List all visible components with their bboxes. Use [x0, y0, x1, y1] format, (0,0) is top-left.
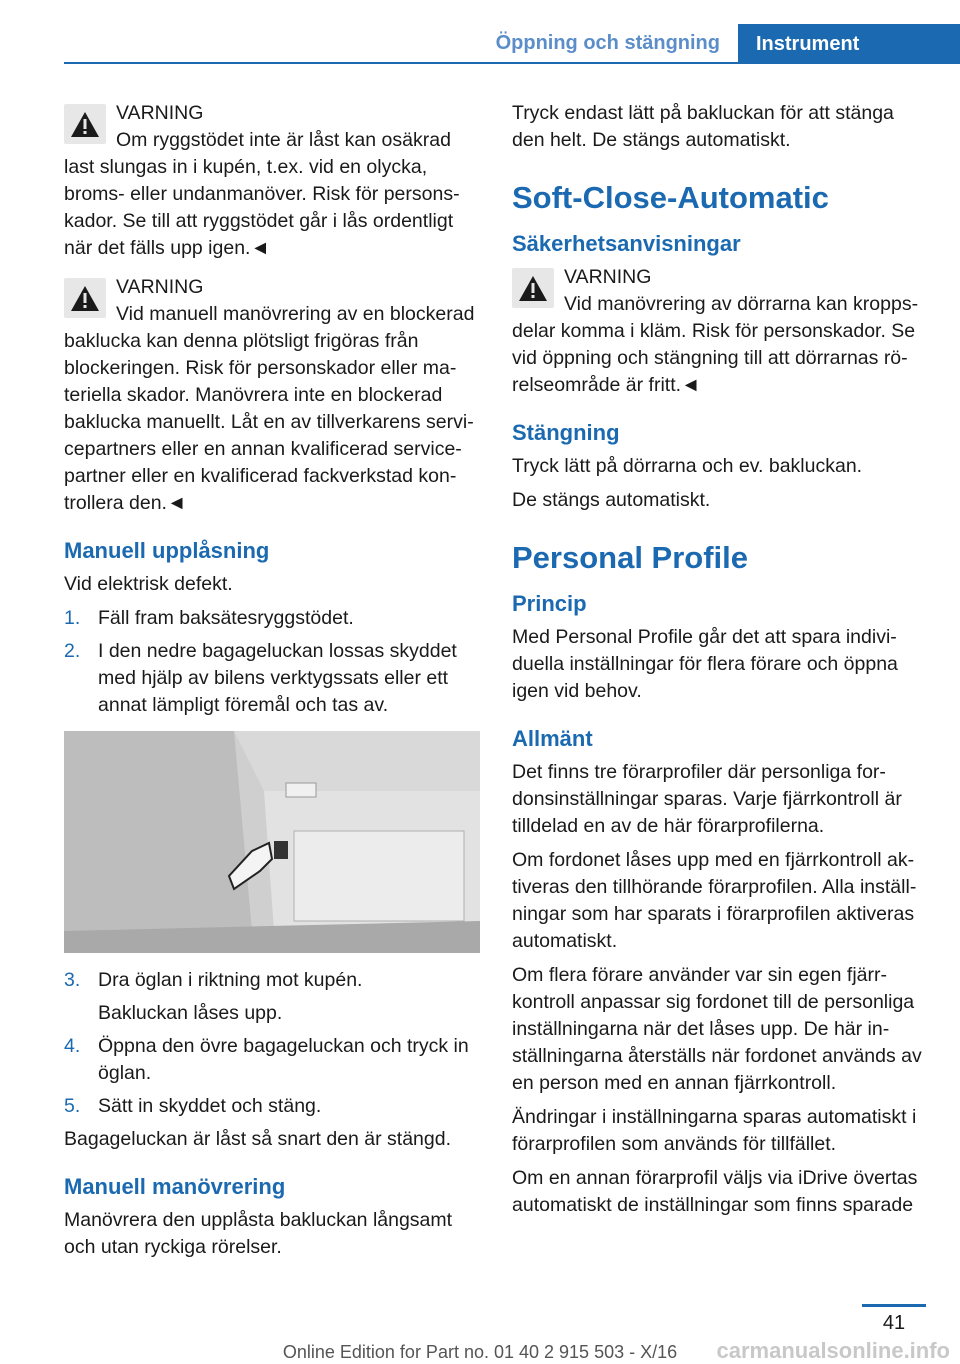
principle-text: Med Personal Profile går det att spara individuella inställningar för flera förare och öppna igen vid behov.: [512, 626, 898, 702]
manual-unlock-after: Bagageluckan är låst så snart den är stängd.: [64, 1128, 451, 1150]
page-number-rule: [862, 1304, 926, 1307]
list-item: [64, 1033, 480, 1087]
heading-manual-unlock: Manuell upplåsning: [64, 538, 270, 563]
warning-title: VARNING: [116, 102, 204, 124]
step-text: Öppna den övre bagageluckan och tryck in öglan.: [98, 1035, 469, 1084]
watermark: carmanualsonline.info: [716, 1338, 950, 1363]
page-number: 41: [882, 1312, 906, 1334]
step-text: Dra öglan i riktning mot kupén.: [98, 969, 363, 991]
general-text-2: Om fordonet låses upp med en fjärrkontroll aktiveras den tillhörande förarprofilen. Alla inställningar som har sparats i förarprofilen aktiveras automatiskt.: [512, 849, 917, 952]
heading-general: Allmänt: [512, 726, 593, 751]
step-subtext: Bakluckan låses upp.: [98, 1002, 283, 1024]
warning-box-tailgate: [64, 274, 480, 517]
warning-title: VARNING: [116, 276, 204, 298]
heading-safety: Säkerhetsanvisningar: [512, 231, 741, 256]
step-number: 2.: [64, 640, 81, 662]
page-footer: [0, 1260, 960, 1362]
edition-note: Online Edition for Part no. 01 40 2 915 503 - X/16: [282, 1342, 678, 1362]
step-number: 4.: [64, 1035, 81, 1057]
warning-title: VARNING: [564, 266, 652, 288]
list-item: [64, 605, 480, 632]
general-text-3: Om flera förare använder var sin egen fjärrkontroll anpassar sig fordonet till de personliga inställningarna när det låses upp. De här inställningarna återställs när fordonet används av en person med en annan fjärrkontroll.: [512, 964, 922, 1094]
warning-triangle-icon: [512, 268, 554, 308]
list-item: [64, 967, 480, 1027]
manual-operation-text: Manövrera den upplåsta bakluckan långsamt och utan ryckiga rörelser.: [64, 1209, 453, 1258]
heading-principle: Princip: [512, 591, 587, 616]
right-column: [512, 100, 928, 1226]
heading-soft-close: Soft-Close-Automatic: [512, 180, 829, 215]
heading-manual-operation: Manuell manövrering: [64, 1174, 286, 1199]
warning-box-backrest: [64, 100, 480, 262]
heading-personal-profile: Personal Profile: [512, 540, 749, 575]
step-text: Fäll fram baksätesryggstödet.: [98, 607, 354, 629]
warning-triangle-icon: [64, 278, 106, 318]
closing-text-2: De stängs automatiskt.: [512, 489, 711, 511]
heading-closing: Stängning: [512, 420, 620, 445]
steps-list-a: [64, 605, 480, 719]
header-rule: [64, 62, 960, 64]
step-number: 1.: [64, 607, 81, 629]
closing-text-1: Tryck lätt på dörrarna och ev. bakluckan.: [512, 455, 863, 477]
step-text: Sätt in skyddet och stäng.: [98, 1095, 322, 1117]
general-text-1: Det finns tre förarprofiler där personliga fordonsinställningar sparas. Varje fjärrkontroll är tilldelad en av de här förarprofilerna.: [512, 761, 902, 837]
list-item: [64, 638, 480, 719]
trunk-illustration: [64, 731, 480, 953]
steps-list-b: [64, 967, 480, 1120]
general-text-5: Om en annan förarprofil väljs via iDrive övertas automatiskt de inställningar som finns sparade: [512, 1167, 918, 1216]
header-chapter-tab: Instrument: [738, 24, 960, 64]
warning-triangle-icon: [64, 104, 106, 144]
step-number: 5.: [64, 1095, 81, 1117]
step-text: I den nedre bagageluckan lossas skyddet med hjälp av bilens verktygssats eller ett annat lämpligt föremål och tas av.: [98, 640, 457, 716]
warning-text: Om ryggstödet inte är låst kan osäkrad last slungas in i kupén, t.ex. vid en olycka, broms- eller undanmanöver. Risk för personskador. Se till att ryggstödet går i lås ordentligt när det fälls upp igen.◄: [64, 129, 460, 259]
step-number: 3.: [64, 969, 81, 991]
general-text-4: Ändringar i inställningarna sparas automatiskt i förarprofilen som används för tillfället.: [512, 1106, 917, 1155]
warning-text: Vid manövrering av dörrarna kan kroppsdelar komma i kläm. Risk för personskador. Se vid öppning och stängning till att dörrarnas rörelseområde är fritt.◄: [512, 293, 919, 396]
right-intro: Tryck endast lätt på bakluckan för att stänga den helt. De stängs automatiskt.: [512, 102, 894, 151]
warning-text: Vid manuell manövrering av en blockerad baklucka kan denna plötsligt frigöras från blockeringen. Risk för personskador eller materiella skador. Manövrera inte en blockerad baklucka manuellt. Låt en av tillverkarens servicepartners eller en annan kvalificerad servicepartner eller en kvalificerad fackverkstad kontrollera den.◄: [64, 303, 475, 514]
manual-unlock-intro: Vid elektrisk defekt.: [64, 573, 233, 595]
list-item: [64, 1093, 480, 1120]
header-section-title: Öppning och stängning: [495, 32, 720, 54]
left-column: [64, 100, 480, 1268]
warning-box-doors: [512, 264, 928, 399]
